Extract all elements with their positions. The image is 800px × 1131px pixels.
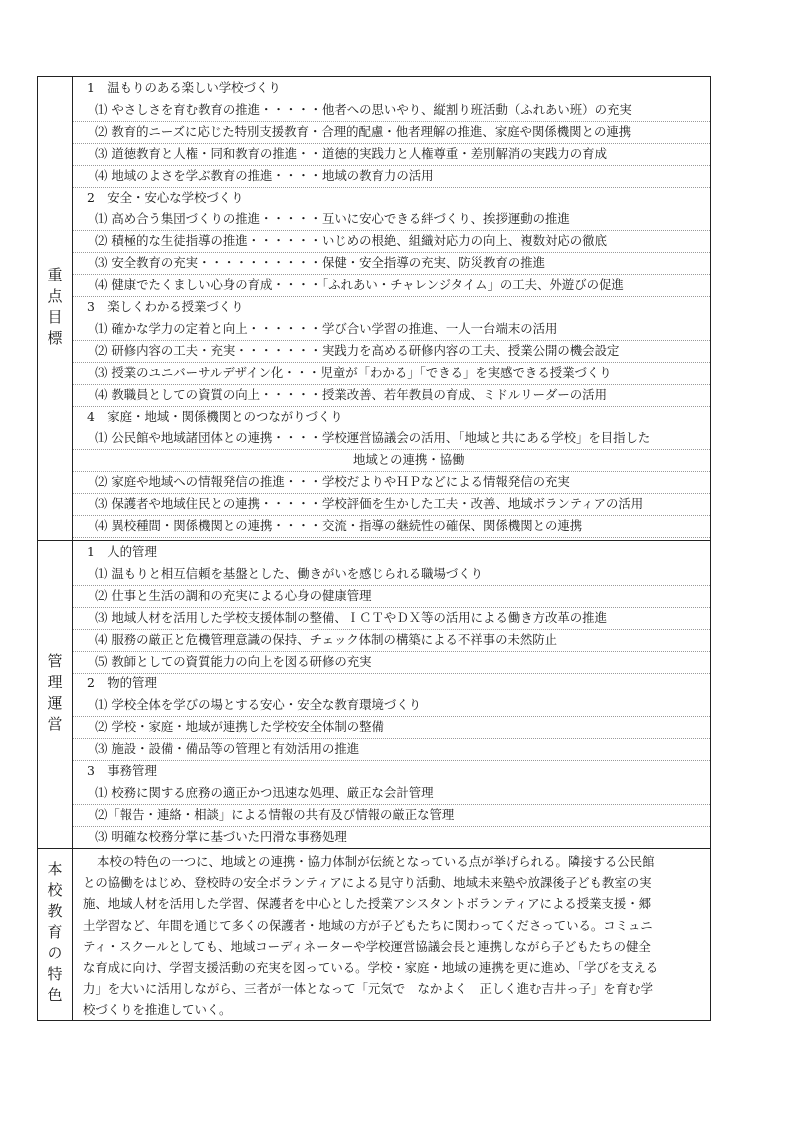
list-item: ⑷ 服務の厳正と危機管理意識の保持、チェック体制の構築による不祥事の未然防止 xyxy=(73,629,710,652)
list-item: ⑶ 安全教育の充実・・・・・・・・・・保健・安全指導の充実、防災教育の推進 xyxy=(73,252,710,275)
section-label: 重点目標 xyxy=(45,266,64,351)
section-heading: 2 安全・安心な学校づくり xyxy=(87,189,244,205)
list-item: ⑷ 健康でたくましい心身の育成・・・・「ふれあい・チャレンジタイム」の工夫、外遊びの促進 xyxy=(73,274,710,297)
section-heading: 1 温もりのある楽しい学校づくり xyxy=(87,80,281,95)
list-item: 地域との連携・協働 xyxy=(73,449,710,472)
list-item: ⑶ 地域人材を活用した学校支援体制の整備、ＩＣＴやＤＸ等の活用による働き方改革の推進 xyxy=(73,607,710,630)
list-item: ⑷ 異校種間・関係機関との連携・・・・交流・指導の継続性の確保、関係機関との連携 xyxy=(73,515,710,538)
section-management xyxy=(38,540,710,848)
section-heading: 4 家庭・地域・関係機関とのつながりづくり xyxy=(87,408,343,424)
list-item: ⑵ 学校・家庭・地域が連携した学校安全体制の整備 xyxy=(73,716,710,739)
list-item: ⑵ 教育的ニーズに応じた特別支援教育・合理的配慮・他者理解の推進、家庭や関係機関との連携 xyxy=(73,121,710,144)
list-item: ⑶ 保護者や地域住民との連携・・・・・学校評価を生かした工夫・改善、地域ボランティアの活用 xyxy=(73,493,710,516)
list-item: ⑸ 教師としての資質能力の向上を図る研修の充実 xyxy=(73,651,710,674)
section-label-cell xyxy=(38,541,73,848)
management-content xyxy=(73,541,710,848)
section-heading: 3 楽しくわかる授業づくり xyxy=(87,299,244,314)
list-item: ⑵「報告・連絡・相談」による情報の共有及び情報の厳正な管理 xyxy=(73,804,710,827)
list-item: ⑴ 温もりと相互信頼を基盤とした、働きがいを感じられる職場づくり xyxy=(73,563,710,586)
list-item: ⑷ 教職員としての資質の向上・・・・・授業改善、若年教員の育成、ミドルリーダーの活用 xyxy=(73,384,710,407)
section-label-cell xyxy=(38,849,73,1020)
list-item: ⑴ 高め合う集団づくりの推進・・・・・互いに安心できる絆づくり、挨拶運動の推進 xyxy=(73,208,710,231)
list-item: ⑵ 家庭や地域への情報発信の推進・・・学校だよりやＨＰなどによる情報発信の充実 xyxy=(73,471,710,494)
section-heading: 1 人的管理 xyxy=(87,544,157,559)
features-content xyxy=(73,849,710,1020)
paragraph-line: な育成に向け、学習支援活動の充実を図っている。学校・家庭・地域の連携を更に進め、「学びを支える xyxy=(83,960,659,975)
plan-table xyxy=(37,76,711,1021)
paragraph-line: ティ・スクールとしても、地域コーディネーターや学校運営協議会長と連携しながら子どもたちの健全 xyxy=(83,938,651,954)
list-item: ⑶ 明確な校務分掌に基づいた円滑な事務処理 xyxy=(73,826,710,849)
list-item: ⑶ 施設・設備・備品等の管理と有効活用の推進 xyxy=(73,738,710,761)
list-item: ⑵ 研修内容の工夫・充実・・・・・・・実践力を高める研修内容の工夫、授業公開の機会設定 xyxy=(73,340,710,363)
paragraph-line: 土学習など、年間を通じて多くの保護者・地域の方が子どもたちに関わってくださっている。コミュニ xyxy=(83,917,653,933)
list-item: ⑴ 校務に関する庶務の適正かつ迅速な処理、厳正な会計管理 xyxy=(73,782,710,805)
section-heading: 2 物的管理 xyxy=(87,675,157,691)
paragraph-line: 施、地域人材を活用した学習、保護者を中心とした授業アシスタントボランティアによる授業支援・郷 xyxy=(83,896,652,912)
list-item: ⑴ やさしさを育む教育の推進・・・・・他者への思いやり、縦割り班活動（ふれあい班）の充実 xyxy=(73,99,710,122)
section-features xyxy=(38,848,710,1020)
paragraph-line: 本校の特色の一つに、地域との連携・協力体制が伝統となっている点が挙げられる。隣接する公民館 xyxy=(97,854,655,869)
goals-content xyxy=(73,77,710,540)
section-label-cell xyxy=(38,77,73,540)
list-item: ⑵ 仕事と生活の調和の充実による心身の健康管理 xyxy=(73,585,710,608)
list-item: ⑶ 道徳教育と人権・同和教育の推進・・道徳的実践力と人権尊重・差別解消の実践力の育成 xyxy=(73,143,710,166)
list-item: ⑴ 学校全体を学びの場とする安心・安全な教育環境づくり xyxy=(73,694,710,717)
paragraph-line: との協働をはじめ、登校時の安全ボランティアによる見守り活動、地域未来塾や放課後子ども教室の実 xyxy=(83,875,652,891)
list-item: ⑵ 積極的な生徒指導の推進・・・・・・いじめの根絶、組織対応力の向上、複数対応の徹底 xyxy=(73,230,710,253)
list-item: ⑷ 地域のよさを学ぶ教育の推進・・・・地域の教育力の活用 xyxy=(73,165,710,188)
section-heading: 3 事務管理 xyxy=(87,763,157,778)
list-item: ⑴ 公民館や地域諸団体との連携・・・・学校運営協議会の活用、「地域と共にある学校」を目指した xyxy=(73,427,710,450)
section-goals xyxy=(38,77,710,540)
paragraph-line: 力」を大いに活用しながら、三者が一体となって「元気で なかよく 正しく進む吉井っ子」を育む学 xyxy=(83,981,653,997)
paragraph-line: 校づくりを推進していく。 xyxy=(83,1002,232,1018)
list-item: ⑶ 授業のユニバーサルデザイン化・・・児童が「わかる」「できる」を実感できる授業づくり xyxy=(73,362,710,385)
section-label: 本校教育の特色 xyxy=(45,861,64,1008)
section-label: 管理運営 xyxy=(45,652,64,737)
list-item: ⑴ 確かな学力の定着と向上・・・・・・学び合い学習の推進、一人一台端末の活用 xyxy=(73,318,710,341)
